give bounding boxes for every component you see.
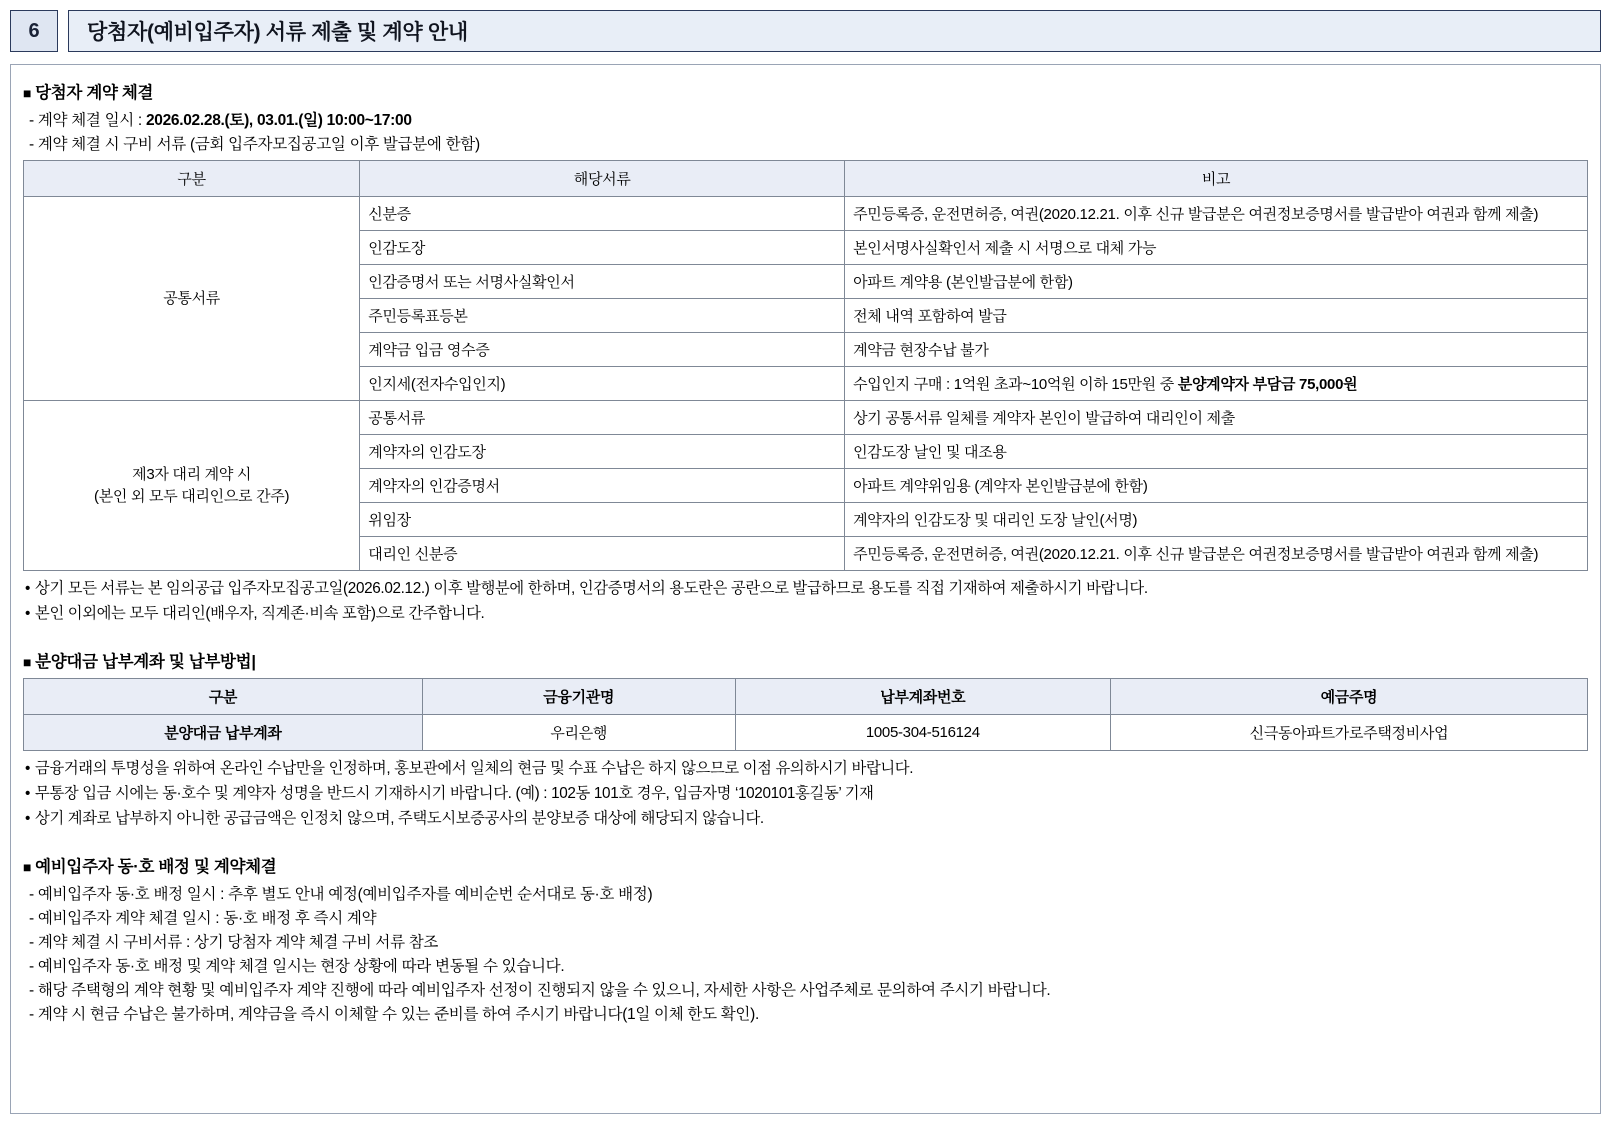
column-header-account-holder: 예금주명 — [1110, 679, 1587, 715]
required-documents-table — [23, 160, 1588, 571]
content-frame — [10, 64, 1601, 1114]
payment-account-label: 분양대금 납부계좌 — [24, 715, 423, 751]
column-header-category: 구분 — [24, 161, 360, 197]
section1-line1: - 계약 체결 일시 : 2026.02.28.(토), 03.01.(일) 10:00~17:00 — [29, 112, 412, 129]
section1-title: ■ 당첨자 계약 체결 — [23, 84, 154, 102]
document-remark: 주민등록증, 운전면허증, 여권(2020.12.21. 이후 신규 발급분은 여권정보증명서를 발급받아 여권과 함께 제출) — [845, 197, 1588, 231]
table-row — [24, 197, 1588, 231]
column-header-document: 해당서류 — [360, 161, 845, 197]
section3-title: ■ 예비입주자 동·호 배정 및 계약체결 — [23, 858, 277, 876]
document-remark: 전체 내역 포함하여 발급 — [845, 299, 1588, 333]
table-header-row — [24, 161, 1588, 197]
document-remark: 아파트 계약위임용 (계약자 본인발급분에 한함) — [845, 469, 1588, 503]
section2-notes — [23, 756, 1588, 828]
document-remark: 상기 공통서류 일체를 계약자 본인이 발급하여 대리인이 제출 — [845, 401, 1588, 435]
note-item: • 상기 계좌로 납부하지 아니한 공급금액은 인정치 않으며, 주택도시보증공사의 분양보증 대상에 해당되지 않습니다. — [25, 810, 764, 827]
column-header-category: 구분 — [24, 679, 423, 715]
section2-title: ■ 분양대금 납부계좌 및 납부방법| — [23, 653, 256, 671]
table-header-row — [24, 679, 1588, 715]
section1-notes — [23, 576, 1588, 623]
account-number: 1005-304-516124 — [735, 715, 1110, 751]
table-row — [24, 401, 1588, 435]
bank-name: 우리은행 — [422, 715, 735, 751]
document-remark: 아파트 계약용 (본인발급분에 한함) — [845, 265, 1588, 299]
note-item: • 본인 이외에는 모두 대리인(배우자, 직계존·비속 포함)으로 간주합니다. — [25, 605, 485, 622]
document-remark: 인감도장 날인 및 대조용 — [845, 435, 1588, 469]
section3-line: - 예비입주자 계약 체결 일시 : 동·호 배정 후 즉시 계약 — [29, 910, 377, 927]
document-remark: 주민등록증, 운전면허증, 여권(2020.12.21. 이후 신규 발급분은 여권정보증명서를 발급받아 여권과 함께 제출) — [845, 537, 1588, 571]
document-remark: 본인서명사실확인서 제출 시 서명으로 대체 가능 — [845, 231, 1588, 265]
square-bullet-icon: ■ — [23, 859, 32, 875]
document-name: 공통서류 — [360, 401, 845, 435]
document-name: 위임장 — [360, 503, 845, 537]
document-name: 인감증명서 또는 서명사실확인서 — [360, 265, 845, 299]
bullet-dot-icon: • — [25, 760, 31, 777]
document-remark: 계약금 현장수납 불가 — [845, 333, 1588, 367]
document-name: 계약자의 인감도장 — [360, 435, 845, 469]
account-holder: 신극동아파트가로주택정비사업 — [1110, 715, 1587, 751]
document-name: 계약금 입금 영수증 — [360, 333, 845, 367]
bullet-dot-icon: • — [25, 580, 31, 597]
page-title: 당첨자(예비입주자) 서류 제출 및 계약 안내 — [68, 10, 1601, 52]
square-bullet-icon: ■ — [23, 654, 32, 670]
document-name: 인감도장 — [360, 231, 845, 265]
document-name: 주민등록표등본 — [360, 299, 845, 333]
category-proxy-contract: 제3자 대리 계약 시 (본인 외 모두 대리인으로 간주) — [24, 401, 360, 571]
section3-line: - 예비입주자 동·호 배정 일시 : 추후 별도 안내 예정(예비입주자를 예비순번 순서대로 동·호 배정) — [29, 886, 653, 903]
section3-line: - 예비입주자 동·호 배정 및 계약 체결 일시는 현장 상황에 따라 변동될 수 있습니다. — [29, 958, 565, 975]
spacer — [23, 626, 1588, 644]
bullet-dot-icon: • — [25, 810, 31, 827]
note-item: • 무통장 입금 시에는 동·호수 및 계약자 성명을 반드시 기재하시기 바랍니다. (예) : 102동 101호 경우, 입금자명 ‘1020101홍길동’ 기재 — [25, 785, 874, 802]
section3-line: - 계약 체결 시 구비서류 : 상기 당첨자 계약 체결 구비 서류 참조 — [29, 934, 439, 951]
column-header-bank: 금융기관명 — [422, 679, 735, 715]
payment-account-table — [23, 678, 1588, 751]
column-header-account-number: 납부계좌번호 — [735, 679, 1110, 715]
column-header-remark: 비고 — [845, 161, 1588, 197]
document-remark-stamp-tax: 수입인지 구매 : 1억원 초과~10억원 이하 15만원 중 분양계약자 부담금 75,000원 — [845, 367, 1588, 401]
section3-line: - 계약 시 현금 수납은 불가하며, 계약금을 즉시 이체할 수 있는 준비를 하여 주시기 바랍니다(1일 이체 한도 확인). — [29, 1006, 759, 1023]
page-header — [10, 10, 1601, 52]
table-row — [24, 715, 1588, 751]
category-common-documents: 공통서류 — [24, 197, 360, 401]
document-remark: 계약자의 인감도장 및 대리인 도장 날인(서명) — [845, 503, 1588, 537]
document-name: 인지세(전자수입인지) — [360, 367, 845, 401]
bullet-dot-icon: • — [25, 785, 31, 802]
section1-line2: - 계약 체결 시 구비 서류 (금회 입주자모집공고일 이후 발급분에 한함) — [29, 136, 480, 153]
section3-line: - 해당 주택형의 계약 현황 및 예비입주자 계약 진행에 따라 예비입주자 선정이 진행되지 않을 수 있으니, 자세한 사항은 사업주체로 문의하여 주시기 바랍니다. — [29, 982, 1051, 999]
note-item: • 금융거래의 투명성을 위하여 온라인 수납만을 인정하며, 홍보관에서 일체의 현금 및 수표 수납은 하지 않으므로 이점 유의하시기 바랍니다. — [25, 760, 914, 777]
document-name: 신분증 — [360, 197, 845, 231]
bullet-dot-icon: • — [25, 605, 31, 622]
document-name: 계약자의 인감증명서 — [360, 469, 845, 503]
square-bullet-icon: ■ — [23, 85, 32, 101]
spacer — [23, 831, 1588, 849]
document-name: 대리인 신분증 — [360, 537, 845, 571]
note-item: • 상기 모든 서류는 본 임의공급 입주자모집공고일(2026.02.12.) 이후 발행분에 한하며, 인감증명서의 용도란은 공란으로 발급하므로 용도를 직접 기재하여 제출하시기 바랍니다. — [25, 580, 1148, 597]
section-number-badge: 6 — [10, 10, 58, 52]
